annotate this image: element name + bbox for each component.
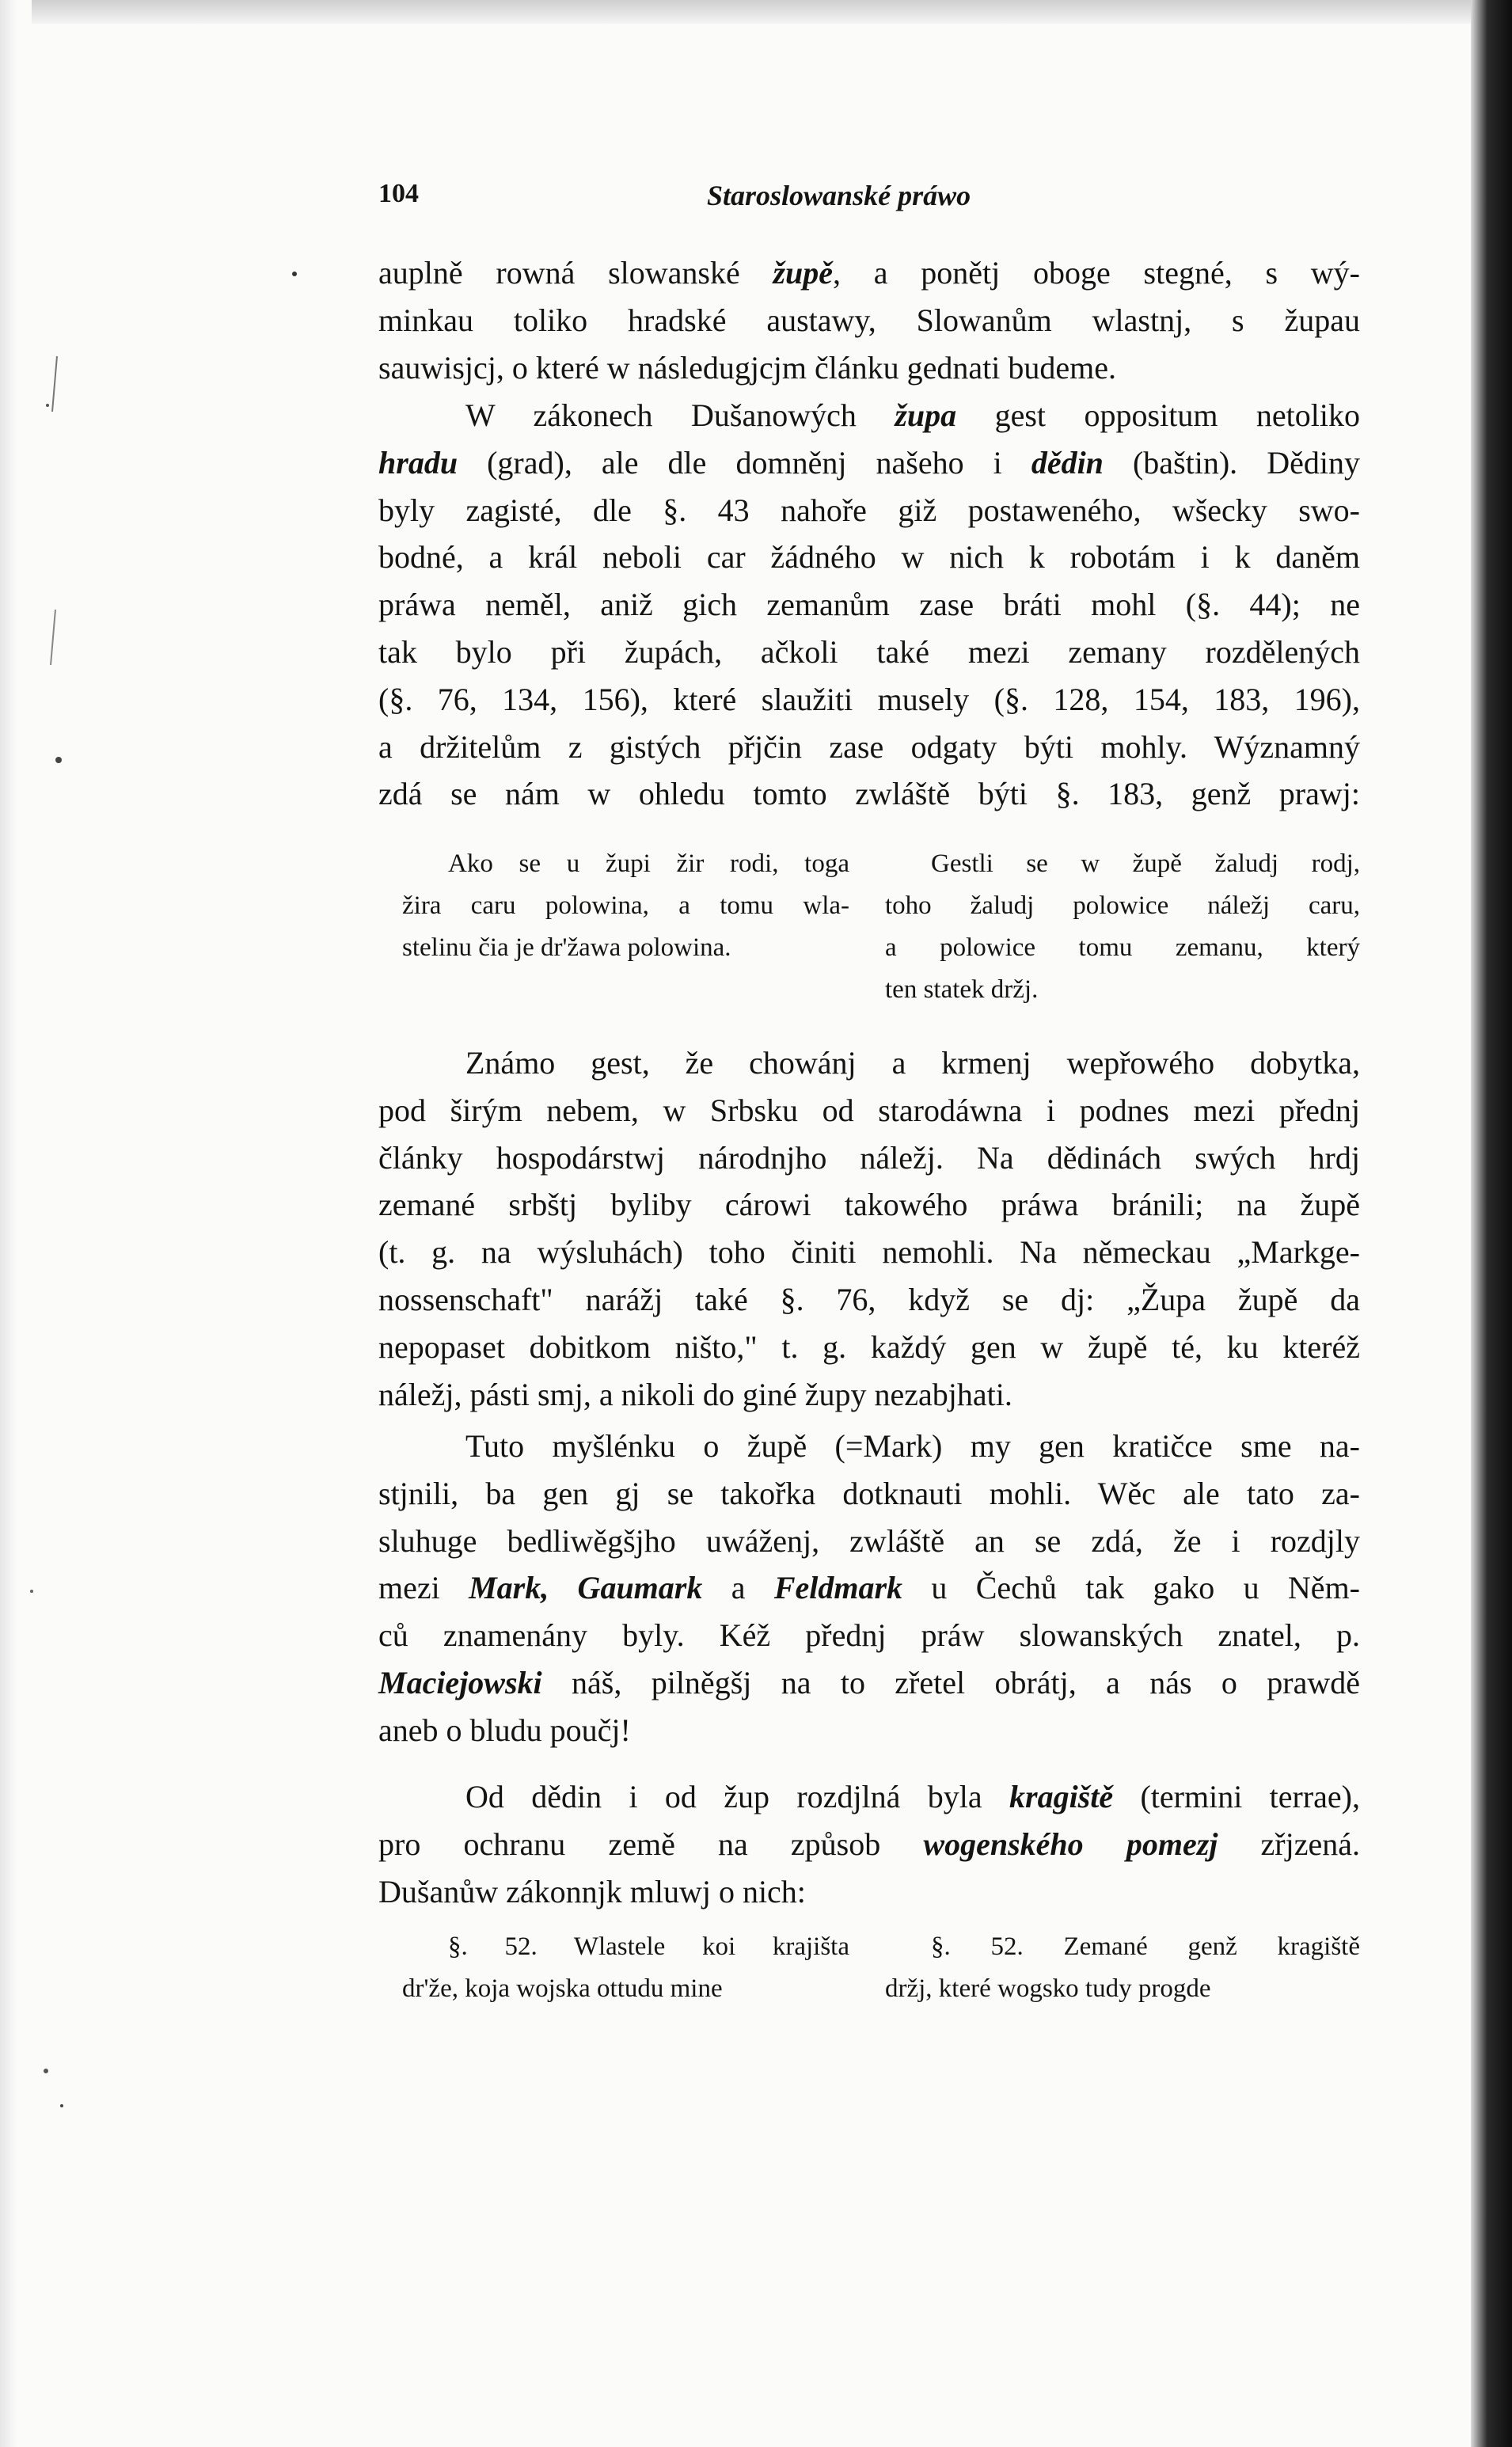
text-line: zdá se nám w ohledu tomto zwláště býti §. 183, genž prawj:: [378, 776, 1360, 812]
text-line: aneb o bludu poučj!: [378, 1712, 631, 1748]
text-line: pod širým nebem, w Srbsku od starodáwna i podnes mezi přednj: [378, 1092, 1360, 1128]
text-line: mezi Mark, Gaumark a Feldmark u Čechů tak gako u Něm-: [378, 1570, 1360, 1606]
text-line: stjnili, ba gen gj se takořka dotknauti mohli. Wěc ale tato za-: [378, 1475, 1360, 1511]
text-line: Známo gest, že chowánj a krmenj wepřowého dobytka,: [465, 1045, 1360, 1081]
text-line: byly zagisté, dle §. 43 nahoře giž postaweného, wšecky swo-: [378, 492, 1360, 528]
text-line: Dušanůw zákonnjk mluwj o nich:: [378, 1873, 806, 1909]
text-line: auplně rowná slowanské župě, a ponětj oboge stegné, s wý-: [378, 255, 1360, 291]
quote-line: dr'že, koja wojska ottudu mine: [402, 1974, 723, 2003]
running-head: Staroslowanské práwo: [707, 180, 971, 211]
text-line: hradu (grad), ale dle domněnj našeho i dědin (baštin). Dědiny: [378, 444, 1360, 481]
quote-1-serbian: [402, 843, 849, 969]
text-line: bodné, a král neboli car žádného w nich k robotám i k daněm: [378, 539, 1360, 576]
quote-line: držj, které wogsko tudy progde: [885, 1974, 1211, 2003]
text-line: nepopaset dobitkom ništo," t. g. každý gen w župě té, ku kteréž: [378, 1328, 1360, 1365]
text-line: (t. g. na wýsluhách) toho činiti nemohli. Na německau „Markge-: [378, 1234, 1360, 1271]
quote-1-czech: [885, 843, 1360, 1011]
paragraph-3: [378, 1039, 1360, 1418]
text-line: W zákonech Dušanowých župa gest oppositum netoliko: [465, 397, 1360, 433]
quote-line: žira caru polowina, a tomu wla-: [402, 891, 849, 920]
quote-line: stelinu čia je dr'žawa polowina.: [402, 933, 731, 962]
quote-line: Gestli se w župě žaludj rodj,: [931, 849, 1360, 878]
text-line: články hospodárstwj národnjho náležj. Na dědinách swých hrdj: [378, 1139, 1360, 1176]
text-line: Od dědin i od žup rozdjlná byla kragiště (termini terrae),: [465, 1779, 1361, 1814]
page-header: [378, 179, 1360, 218]
text-line: sluhuge bedliwěgšjho uwáženj, zwláště an se zdá, že i rozdjly: [378, 1522, 1360, 1559]
text-line: náležj, pásti smj, a nikoli do giné župy nezabjhati.: [378, 1376, 1012, 1412]
quote-line: §. 52. Wlastele koi krajišta: [448, 1932, 849, 1961]
quote-line: §. 52. Zemané genž kragiště: [931, 1932, 1360, 1961]
text-line: Maciejowski náš, pilněgšj na to zřetel obrátj, a nás o prawdě: [378, 1664, 1360, 1700]
text-line: minkau toliko hradské austawy, Slowanům wlastnj, s župau: [378, 302, 1360, 338]
quote-line: Ako se u župi žir rodi, toga: [448, 849, 849, 878]
text-line: práwa neměl, aniž gich zemanům zase bráti mohl (§. 44); ne: [378, 587, 1360, 623]
paragraph-4: [378, 1423, 1360, 1754]
page-number: 104: [378, 179, 419, 208]
paragraph-1: [378, 249, 1360, 391]
quote-2-czech: [885, 1926, 1360, 2010]
quote-line: a polowice tomu zemanu, který: [885, 933, 1360, 962]
text-line: a držitelům z gistých přjčin zase odgaty býti mohly. Wýznamný: [378, 728, 1360, 765]
text-line: sauwisjcj, o které w následugjcjm článku gednati budeme.: [378, 349, 1116, 386]
text-line: Tuto myšlénku o župě (=Mark) my gen kratičce sme na-: [465, 1428, 1360, 1464]
quote-2-serbian: [402, 1926, 849, 2010]
quote-line: toho žaludj polowice náležj caru,: [885, 891, 1360, 920]
paragraph-5: [378, 1773, 1360, 1915]
text-line: ců znamenány byly. Kéž přednj práw slowanských znatel, p.: [378, 1617, 1360, 1654]
text-line: zemané srbštj byliby cárowi takowého práwa bránili; na župě: [378, 1187, 1360, 1223]
text-line: pro ochranu země na způsob wogenského pomezj zřjzená.: [378, 1826, 1361, 1862]
paragraph-2: [378, 392, 1360, 818]
text-line: nossenschaft" narážj také §. 76, když se dj: „Župa župě da: [378, 1281, 1360, 1317]
text-line: tak bylo při župách, ačkoli také mezi zemany rozdělených: [378, 633, 1360, 670]
quote-line: ten statek držj.: [885, 975, 1039, 1004]
text-line: (§. 76, 134, 156), které slaužiti musely (§. 128, 154, 183, 196),: [378, 681, 1360, 717]
